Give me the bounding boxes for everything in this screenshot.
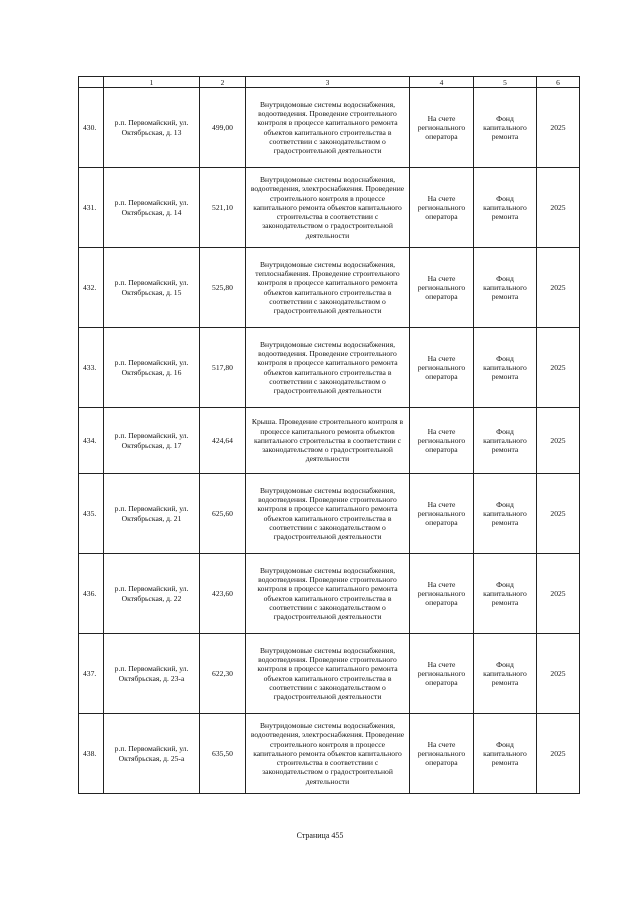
- amount-cell: 635,50: [200, 714, 246, 794]
- year-cell: 2025: [537, 714, 580, 794]
- amount-cell: 424,64: [200, 408, 246, 474]
- year-cell: 2025: [537, 248, 580, 328]
- account-cell: На счете регионального оператора: [410, 634, 474, 714]
- table-row: [79, 634, 580, 714]
- work-description-cell: Внутридомовые системы водоснабжения, водоотведения. Проведение строительного контроля в процессе капитального ремонта объектов капитального строительства в соответствии с законодательством о градостроительной деятельности: [246, 554, 410, 634]
- row-number: 433.: [79, 328, 104, 408]
- funding-source-cell: Фонд капитального ремонта: [474, 88, 537, 168]
- row-number: 434.: [79, 408, 104, 474]
- header-row: [79, 77, 580, 88]
- address-cell: р.п. Первомайский, ул. Октябрьская, д. 22: [104, 554, 200, 634]
- table-row: [79, 714, 580, 794]
- table-row: [79, 248, 580, 328]
- amount-cell: 525,80: [200, 248, 246, 328]
- work-description-cell: Внутридомовые системы водоснабжения, водоотведения. Проведение строительного контроля в процессе капитального ремонта объектов капитального строительства в соответствии с законодательством о градостроительной деятельности: [246, 328, 410, 408]
- table-row: [79, 88, 580, 168]
- work-description-cell: Крыша. Проведение строительного контроля в процессе капитального ремонта объектов капитального строительства в соответствии с законодательством о градостроительной деятельности: [246, 408, 410, 474]
- account-cell: На счете регионального оператора: [410, 168, 474, 248]
- funding-source-cell: Фонд капитального ремонта: [474, 328, 537, 408]
- row-number: 437.: [79, 634, 104, 714]
- funding-source-cell: Фонд капитального ремонта: [474, 634, 537, 714]
- amount-cell: 625,60: [200, 474, 246, 554]
- amount-cell: 517,80: [200, 328, 246, 408]
- work-description-cell: Внутридомовые системы водоснабжения, водоотведения. Проведение строительного контроля в процессе капитального ремонта объектов капитального строительства в соответствии с законодательством о градостроительной деятельности: [246, 88, 410, 168]
- amount-cell: 499,00: [200, 88, 246, 168]
- amount-cell: 521,10: [200, 168, 246, 248]
- address-cell: р.п. Первомайский, ул. Октябрьская, д. 25-а: [104, 714, 200, 794]
- table-row: [79, 554, 580, 634]
- funding-source-cell: Фонд капитального ремонта: [474, 168, 537, 248]
- work-description-cell: Внутридомовые системы водоснабжения, водоотведения, электроснабжения. Проведение строительного контроля в процессе капитального ремонта объектов капитального строительства в соответствии с законодательством о градостроительной деятельности: [246, 714, 410, 794]
- header-cell-2: 2: [200, 77, 246, 88]
- header-cell-6: 6: [537, 77, 580, 88]
- address-cell: р.п. Первомайский, ул. Октябрьская, д. 17: [104, 408, 200, 474]
- table-row: [79, 408, 580, 474]
- page-number: Страница 455: [296, 831, 344, 840]
- address-cell: р.п. Первомайский, ул. Октябрьская, д. 13: [104, 88, 200, 168]
- table-row: [79, 474, 580, 554]
- work-description-cell: Внутридомовые системы водоснабжения, водоотведения. Проведение строительного контроля в процессе капитального ремонта объектов капитального строительства в соответствии с законодательством о градостроительной деятельности: [246, 634, 410, 714]
- year-cell: 2025: [537, 88, 580, 168]
- address-cell: р.п. Первомайский, ул. Октябрьская, д. 15: [104, 248, 200, 328]
- address-cell: р.п. Первомайский, ул. Октябрьская, д. 16: [104, 328, 200, 408]
- row-number: 430.: [79, 88, 104, 168]
- table-row: [79, 168, 580, 248]
- account-cell: На счете регионального оператора: [410, 328, 474, 408]
- capital-repair-table: [78, 76, 580, 794]
- funding-source-cell: Фонд капитального ремонта: [474, 554, 537, 634]
- row-number: 436.: [79, 554, 104, 634]
- work-description-cell: Внутридомовые системы водоснабжения, водоотведения, электроснабжения. Проведение строительного контроля в процессе капитального ремонта объектов капитального строительства в соответствии с законодательством о градостроительной деятельности: [246, 168, 410, 248]
- header-cell-4: 4: [410, 77, 474, 88]
- row-number: 432.: [79, 248, 104, 328]
- work-description-cell: Внутридомовые системы водоснабжения, водоотведения. Проведение строительного контроля в процессе капитального ремонта объектов капитального строительства в соответствии с законодательством о градостроительной деятельности: [246, 474, 410, 554]
- account-cell: На счете регионального оператора: [410, 714, 474, 794]
- header-cell-empty: [79, 77, 104, 88]
- table-row: [79, 328, 580, 408]
- account-cell: На счете регионального оператора: [410, 248, 474, 328]
- address-cell: р.п. Первомайский, ул. Октябрьская, д. 21: [104, 474, 200, 554]
- account-cell: На счете регионального оператора: [410, 554, 474, 634]
- account-cell: На счете регионального оператора: [410, 88, 474, 168]
- funding-source-cell: Фонд капитального ремонта: [474, 408, 537, 474]
- amount-cell: 423,60: [200, 554, 246, 634]
- amount-cell: 622,30: [200, 634, 246, 714]
- account-cell: На счете регионального оператора: [410, 408, 474, 474]
- year-cell: 2025: [537, 168, 580, 248]
- row-number: 438.: [79, 714, 104, 794]
- account-cell: На счете регионального оператора: [410, 474, 474, 554]
- work-description-cell: Внутридомовые системы водоснабжения, теплоснабжения. Проведение строительного контроля в процессе капитального ремонта объектов капитального строительства в соответствии с законодательством о градостроительной деятельности: [246, 248, 410, 328]
- row-number: 431.: [79, 168, 104, 248]
- address-cell: р.п. Первомайский, ул. Октябрьская, д. 23-а: [104, 634, 200, 714]
- funding-source-cell: Фонд капитального ремонта: [474, 714, 537, 794]
- funding-source-cell: Фонд капитального ремонта: [474, 474, 537, 554]
- year-cell: 2025: [537, 554, 580, 634]
- row-number: 435.: [79, 474, 104, 554]
- funding-source-cell: Фонд капитального ремонта: [474, 248, 537, 328]
- address-cell: р.п. Первомайский, ул. Октябрьская, д. 14: [104, 168, 200, 248]
- header-cell-1: 1: [104, 77, 200, 88]
- header-cell-3: 3: [246, 77, 410, 88]
- header-cell-5: 5: [474, 77, 537, 88]
- year-cell: 2025: [537, 408, 580, 474]
- year-cell: 2025: [537, 474, 580, 554]
- year-cell: 2025: [537, 634, 580, 714]
- year-cell: 2025: [537, 328, 580, 408]
